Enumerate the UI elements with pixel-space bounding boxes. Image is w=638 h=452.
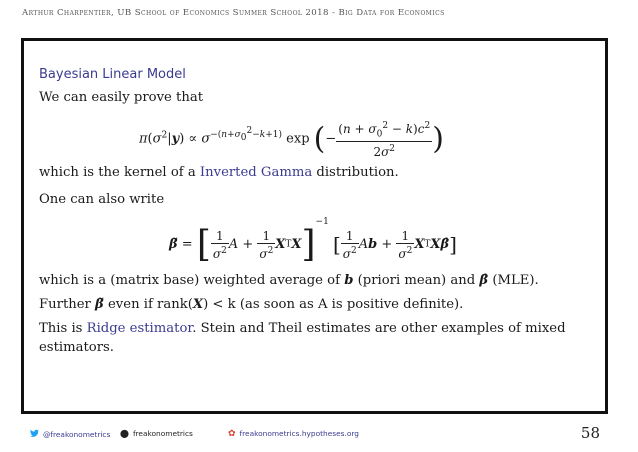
blog-icon: ✿: [228, 429, 236, 439]
slide-title: Bayesian Linear Model: [39, 67, 186, 82]
paragraph-kernel: which is the kernel of a Inverted Gamma distribution.: [39, 165, 399, 180]
footer-github[interactable]: ⬤ freakonometrics: [120, 429, 193, 438]
slide-header: Arthur Charpentier, UB School of Economics Summer School 2018 - Big Data for Economics: [22, 8, 445, 18]
equation-posterior: $\pi(\sigma^2|y) \propto \sigma^{-(n+\sigma_0^2-k+1)}$ exp (− $\frac{(n + \sigma_0^2 - k)c^2}{2\sigma^2}$ ): [139, 121, 444, 160]
paragraph-estimators: estimators.: [39, 340, 114, 355]
paragraph-write: One can also write: [39, 192, 165, 207]
github-icon: ⬤: [120, 429, 129, 438]
page-number: 58: [580, 424, 600, 442]
paragraph-ridge: This is Ridge estimator. Stein and Theil estimates are other examples of mixed: [39, 321, 566, 336]
slide-footer: [0, 422, 638, 444]
slide-frame: [21, 38, 608, 414]
footer-twitter[interactable]: @freakonometrics: [30, 429, 110, 439]
twitter-icon: [30, 429, 39, 439]
ridge-estimator-link[interactable]: Ridge estimator: [86, 321, 193, 336]
equation-beta-tilde: β̃ = [ $\frac{1}{\sigma^2}$ A + $\frac{1}{\sigma^2}$ XTX]$^{-1}$ [ $\frac{1}{\sigma^2}$ Ab + $\frac{1}{\sigma^2}$ XTXβ̂]: [169, 217, 457, 265]
paragraph-further: Further β̃ even if rank(X) < k (as soon as A is positive definite).: [39, 297, 464, 312]
footer-blog[interactable]: ✿ freakonometrics.hypotheses.org: [228, 429, 359, 439]
inverted-gamma-link[interactable]: Inverted Gamma: [199, 165, 313, 180]
paragraph-prove: We can easily prove that: [39, 90, 204, 105]
paragraph-weighted-average: which is a (matrix base) weighted average of b (priori mean) and β̂ (MLE).: [39, 273, 539, 288]
